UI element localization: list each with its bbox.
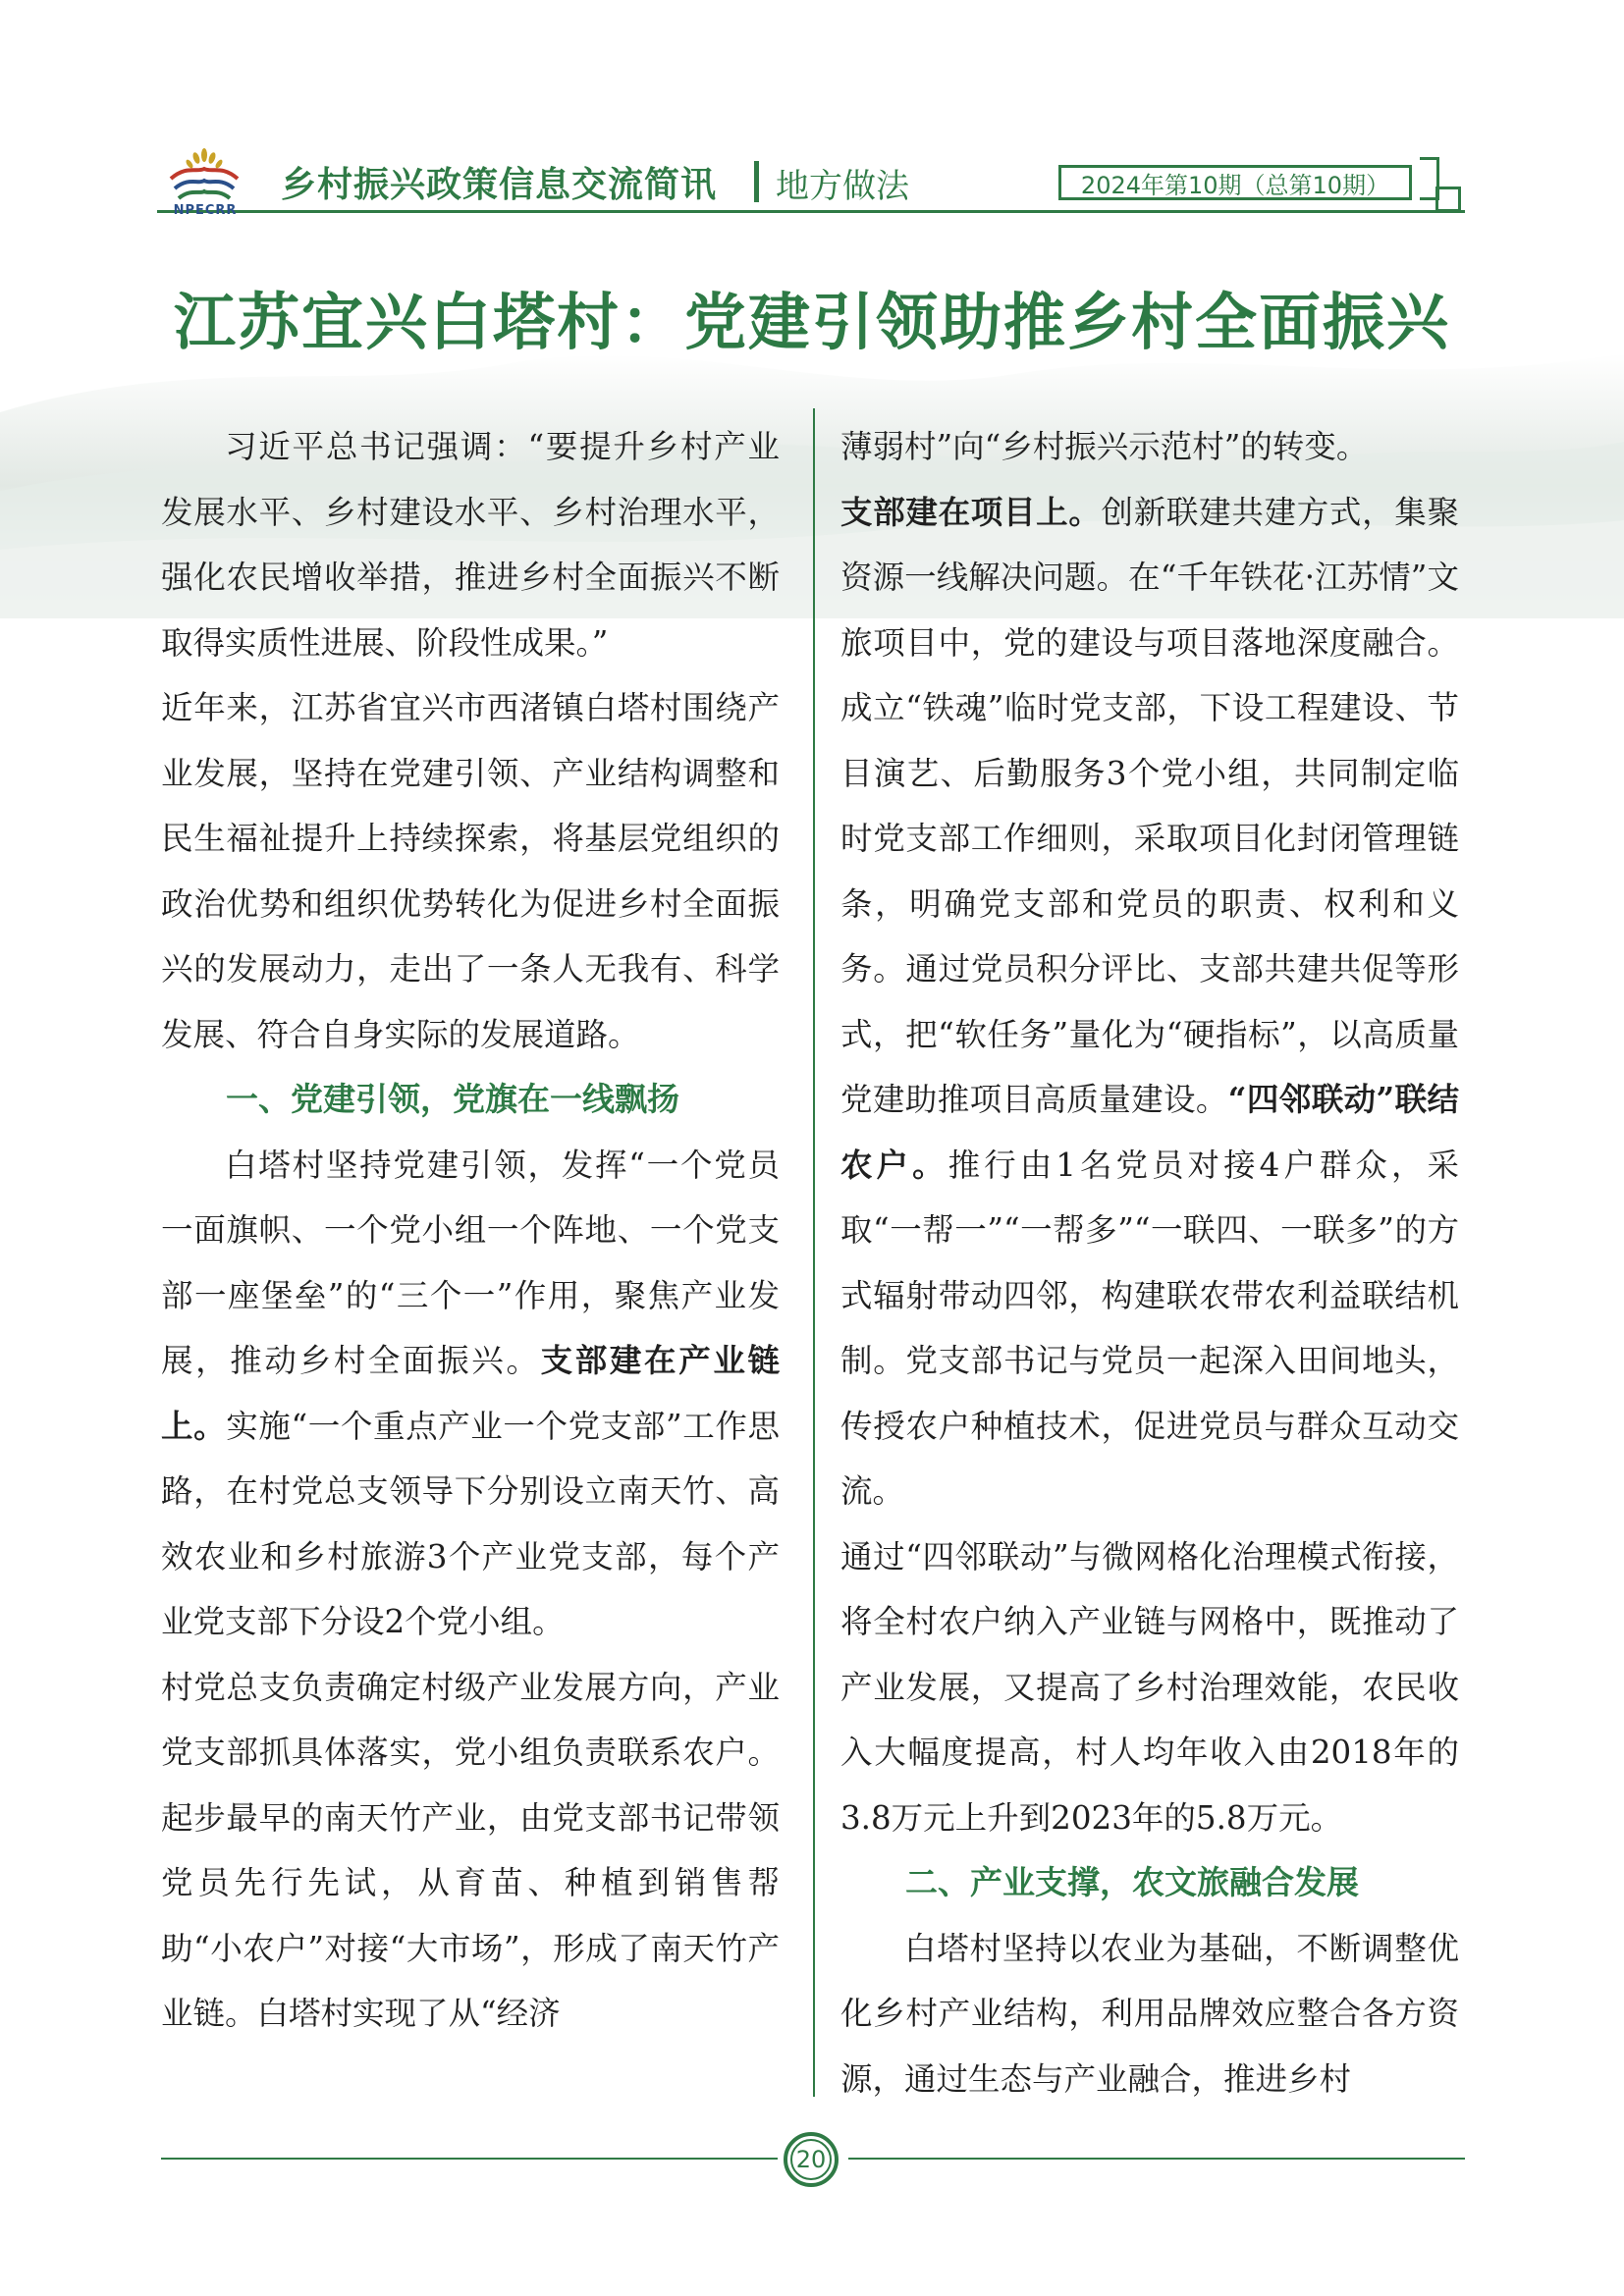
section1-intro-text: 白塔村坚持党建引领，发挥“一个党员一面旗帜、一个党小组一个阵地、一个党支部一座堡垒”的“三个一”作用，聚焦产业发展，推动乡村全面振兴。 [161, 1146, 780, 1379]
article-title: 江苏宜兴白塔村：党建引领助推乡村全面振兴 [174, 286, 1450, 358]
intro-paragraph-1: 习近平总书记强调：“要提升乡村产业发展水平、乡村建设水平、乡村治理水平，强化农民增收举措，推进乡村全面振兴不断取得实质性进展、阶段性成果。” [161, 428, 780, 662]
header-rule [157, 210, 1465, 213]
footer-rule-right [848, 2158, 1465, 2160]
section1-paragraph-3 [840, 480, 1459, 1524]
bold-lead-1: 支部建在产业链上。 [161, 1341, 780, 1445]
continuation-paragraph [840, 414, 1459, 480]
issue-square-decoration [1435, 187, 1461, 212]
page-number: 20 [790, 2139, 832, 2180]
header-separator [754, 161, 759, 202]
left-column [161, 414, 780, 2047]
section1-p3-text: 创新联建共建方式，集聚资源一线解决问题。在“千年铁花·江苏情”文旅项目中，党的建设与项目落地深度融合。成立“铁魂”临时党支部，下设工程建设、节目演艺、后勤服务3个党小组，共同制定临时党支部工作细则，采取项目化封闭管理链条，明确党支部和党员的职责、权利和义务。通过党员积分评比、支部共建共促等形式，把“软任务”量化为“硬指标”，以高质量党建助推项目高质量建设。 [840, 493, 1459, 1118]
logo-text: NPECRR [173, 203, 238, 218]
bold-lead-2: 支部建在项目上。 [840, 492, 1102, 531]
bold-lead-3: “四邻联动”联结农户。 [840, 1080, 1459, 1184]
section1-paragraph-5: 通过“四邻联动”与微网格化治理模式衔接，将全村农户纳入产业链与网格中，既推动了产业发展，又提高了乡村治理效能，农民收入大幅度提高，村人均年收入由2018年的3.8万元上升到2023年的5.8万元。 [840, 1537, 1459, 1837]
column-divider [813, 408, 815, 2097]
section-heading-1: 一、党建引领，党旗在一线飘扬 [226, 1080, 679, 1118]
section-heading-2: 二、产业支撑，农文旅融合发展 [905, 1863, 1359, 1901]
section1-p4-text: 推行由1名党员对接4户群众，采取“一帮一”“一帮多”“一联四、一联多”的方式辐射带动四邻，构建联农带农利益联结机制。党支部书记与党员一起深入田间地头，传授农户种植技术，促进党员与群众互动交流。 [840, 1146, 1459, 1510]
continuation-text: 薄弱村”向“乡村振兴示范村”的转变。 [840, 428, 1369, 465]
section1-paragraph-2: 村党总支负责确定村级产业发展方向，产业党支部抓具体落实，党小组负责联系农户。起步最早的南天竹产业，由党支部书记带领党员先行先试，从育苗、种植到销售帮助“小农户”对接“大市场”，形成了南天竹产业链。白塔村实现了从“经济 [161, 1668, 780, 2032]
section-name: 地方做法 [776, 167, 909, 206]
publication-title: 乡村振兴政策信息交流简讯 [281, 165, 718, 205]
page-number-badge [784, 2132, 839, 2187]
intro-paragraph-2: 近年来，江苏省宜兴市西渚镇白塔村围绕产业发展，坚持在党建引领、产业结构调整和民生福祉提升上持续探索，将基层党组织的政治优势和组织优势转化为促进乡村全面振兴的发展动力，走出了一条人无我有、科学发展、符合自身实际的发展道路。 [161, 689, 780, 1053]
section1-p1-text: 实施“一个重点产业一个党支部”工作思路，在村党总支领导下分别设立南天竹、高效农业和乡村旅游3个产业党支部，每个产业党支部下分设2个党小组。 [161, 1407, 780, 1640]
issue-badge: 2024年第10期（总第10期） [1058, 165, 1412, 200]
right-column [840, 414, 1459, 2111]
footer-rule-left [161, 2158, 778, 2160]
section1-paragraph-1 [161, 1133, 780, 1655]
section2-paragraph-1: 白塔村坚持以农业为基础，不断调整优化乡村产业结构，利用品牌效应整合各方资源，通过生态与产业融合，推进乡村 [840, 1929, 1459, 2098]
